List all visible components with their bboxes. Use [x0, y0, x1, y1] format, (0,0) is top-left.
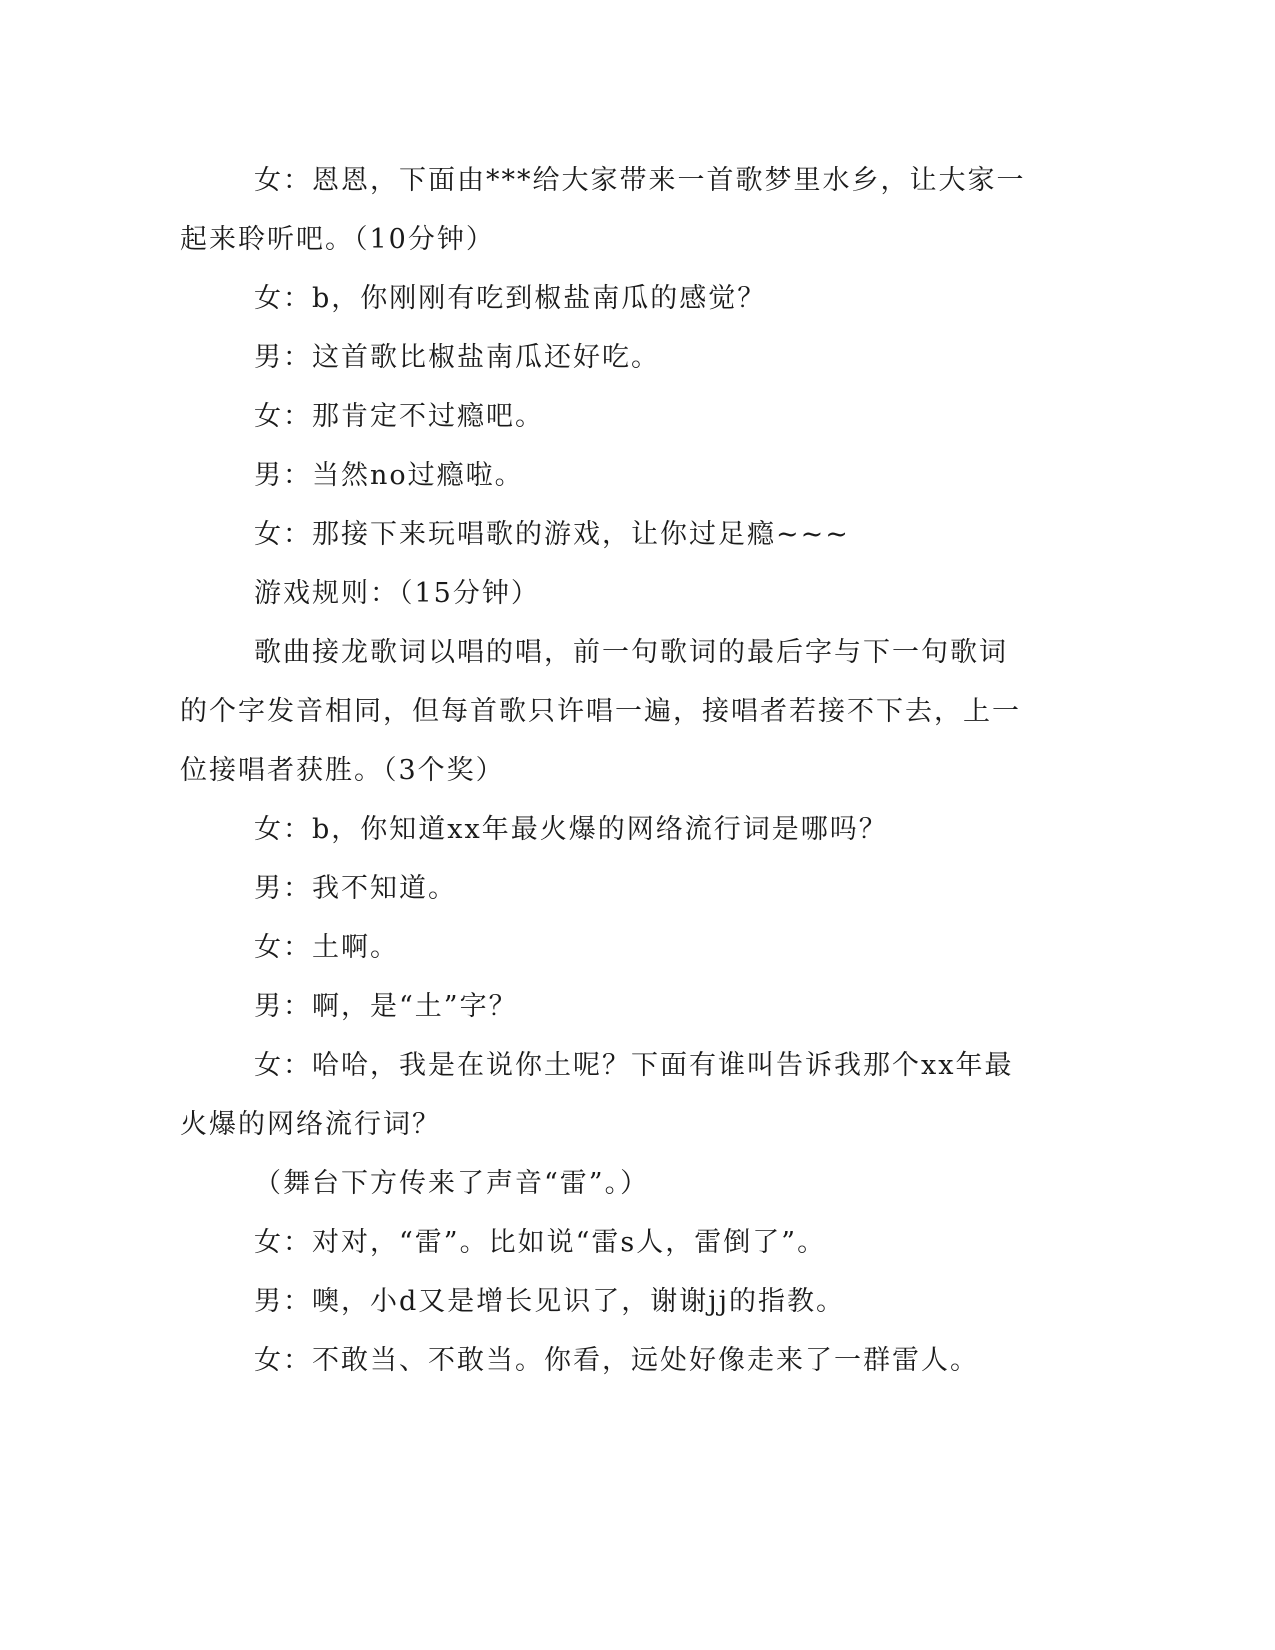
paragraph-2: 女：b，你刚刚有吃到椒盐南瓜的感觉？: [254, 283, 767, 314]
paragraph-13: 女：哈哈，我是在说你土呢？下面有谁叫告诉我那个xx年最火爆的网络流行词？: [180, 1050, 1014, 1140]
paragraph-8: 歌曲接龙歌词以唱的唱，前一句歌词的最后字与下一句歌词的个字发音相同，但每首歌只许唱一遍，接唱者若接不下去，上一位接唱者获胜。（3个奖）: [180, 637, 1021, 786]
paragraph-6: 女：那接下来玩唱歌的游戏，让你过足瘾~~~: [254, 519, 850, 550]
paragraph-11: 女：土啊。: [254, 932, 399, 963]
paragraph-12: 男：啊，是“土”字？: [254, 991, 518, 1022]
paragraph-10: 男：我不知道。: [254, 873, 457, 904]
dialogue-body: [180, 151, 1030, 1390]
paragraph-16: 男：噢，小d又是增长见识了，谢谢jj的指教。: [254, 1286, 846, 1317]
paragraph-4: 女：那肯定不过瘾吧。: [254, 401, 544, 432]
paragraph-15: 女：对对，“雷”。比如说“雷s人，雷倒了”。: [254, 1227, 827, 1258]
paragraph-9: 女：b，你知道xx年最火爆的网络流行词是哪吗？: [254, 814, 888, 845]
paragraph-1: 女：恩恩，下面由***给大家带来一首歌梦里水乡，让大家一起来聆听吧。（10分钟）: [180, 165, 1026, 255]
paragraph-14: （舞台下方传来了声音“雷”。）: [254, 1168, 650, 1199]
paragraph-7: 游戏规则：（15分钟）: [254, 578, 540, 609]
paragraph-3: 男：这首歌比椒盐南瓜还好吃。: [254, 342, 660, 373]
paragraph-17: 女：不敢当、不敢当。你看，远处好像走来了一群雷人。: [254, 1345, 979, 1376]
paragraph-5: 男：当然no过瘾啦。: [254, 460, 524, 491]
